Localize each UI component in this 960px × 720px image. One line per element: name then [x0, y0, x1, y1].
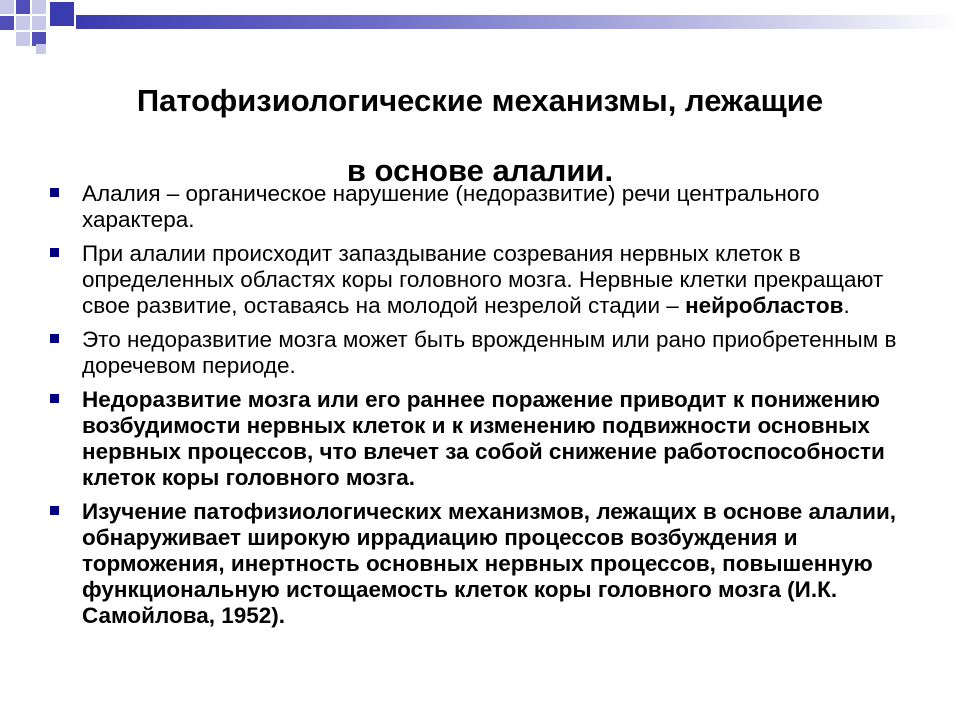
bullet-bold-term: нейробластов [685, 293, 844, 318]
decor-square [0, 0, 14, 14]
decorative-header [0, 0, 960, 60]
bullet-item [48, 241, 908, 319]
decor-square [0, 16, 14, 30]
bullet-text-tail: . [843, 293, 850, 318]
square-bullet-icon [50, 334, 59, 343]
bullet-text: Алалия – органическое нарушение (недоразвитие) речи центрального характера. [82, 181, 820, 232]
square-bullet-icon [50, 506, 59, 515]
decor-square [16, 32, 30, 46]
slide-title-line-2: в основе алалии. [346, 153, 614, 188]
decor-square [32, 0, 46, 14]
bullet-text: Изучение патофизиологических механизмов, лежащих в основе алалии, обнаруживает широкую иррадиацию процессов возбуждения и торможения, инертность основных нервных процессов, повышенную функциональную истощаемость клеток коры головного мозга (И.К. Самойлова, 1952). [82, 499, 897, 628]
bullet-text: При алалии происходит запаздывание созревания нервных клеток в определенных областях коры головного мозга. Нервные клетки прекращают свое развитие, оставаясь на молодой незрелой стадии – [82, 241, 884, 318]
decor-square [16, 0, 30, 14]
decor-square [16, 16, 30, 30]
decor-square [32, 16, 46, 30]
bullet-text: Это недоразвитие мозга может быть врожденным или рано приобретенным в доречевом периоде. [82, 327, 897, 378]
bullet-item [48, 499, 908, 629]
bullet-item [48, 181, 908, 233]
bullet-item [48, 327, 908, 379]
header-gradient-bar [76, 15, 960, 29]
decor-square [50, 2, 74, 26]
square-bullet-icon [50, 394, 59, 403]
bullet-list [48, 181, 908, 637]
square-bullet-icon [50, 188, 59, 197]
square-bullet-icon [50, 248, 59, 257]
decor-square [36, 44, 46, 54]
slide-title-line-1: Патофизиологические механизмы, лежащие [136, 83, 824, 118]
bullet-text: Недоразвитие мозга или его раннее поражение приводит к понижению возбудимости нервных клеток и к изменению подвижности основных нервных процессов, что влечет за собой снижение работоспособности клеток коры головного мозга. [82, 387, 885, 490]
bullet-item [48, 387, 908, 491]
